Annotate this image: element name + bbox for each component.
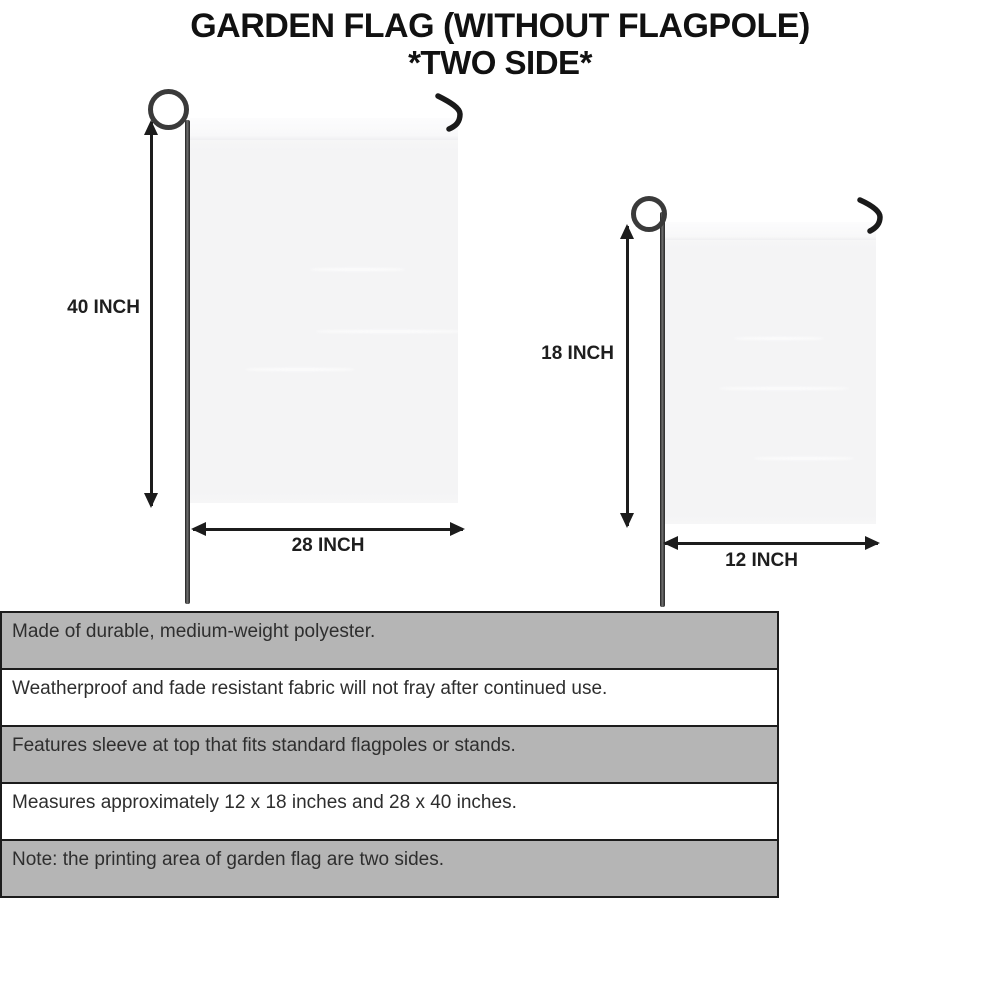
small-flag-sleeve [664,222,876,240]
fabric-wrinkle [734,337,824,340]
small-flagpole-hook [857,197,887,235]
large-flag-panel [190,118,458,503]
height-arrow-large [150,122,153,506]
fabric-wrinkle [315,330,465,333]
height-label-large: 40 INCH [67,297,140,318]
width-label-large: 28 INCH [291,535,365,556]
feature-row: Features sleeve at top that fits standard flagpoles or stands. [0,725,779,784]
large-flagpole [185,120,190,604]
fabric-wrinkle [245,368,355,371]
width-arrow-small [665,542,878,545]
feature-row: Measures approximately 12 x 18 inches and 28 x 40 inches. [0,782,779,841]
height-arrow-small [626,226,629,526]
width-arrow-large [193,528,463,531]
feature-list [0,611,779,898]
small-flagpole-loop [631,196,667,232]
small-flag-panel [664,222,876,524]
fabric-wrinkle [754,457,854,460]
feature-row: Note: the printing area of garden flag are two sides. [0,839,779,898]
large-flagpole-hook [435,93,467,133]
feature-row: Weatherproof and fade resistant fabric will not fray after continued use. [0,668,779,727]
feature-row: Made of durable, medium-weight polyester. [0,611,779,670]
height-label-small: 18 INCH [541,343,614,364]
fabric-wrinkle [719,387,849,390]
fabric-wrinkle [310,268,405,271]
width-label-small: 12 INCH [725,550,798,571]
title-line-1: GARDEN FLAG (WITHOUT FLAGPOLE) [190,7,810,45]
page-title [0,7,1000,82]
title-line-2: *TWO SIDE* [408,44,592,82]
large-flag-sleeve [190,118,458,140]
